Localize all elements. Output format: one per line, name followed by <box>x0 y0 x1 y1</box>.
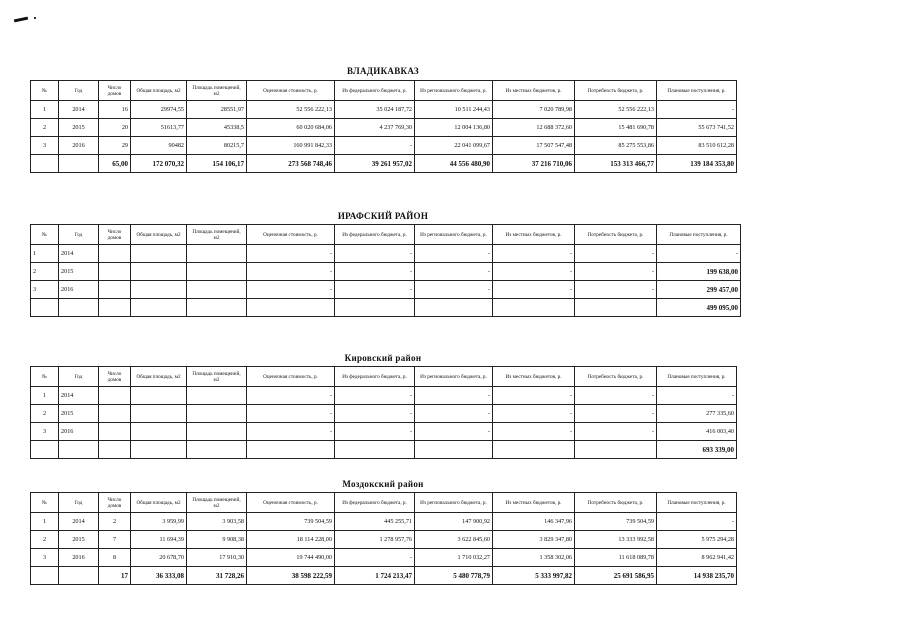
cell: 2014 <box>59 513 99 531</box>
table-row <box>31 119 737 137</box>
cell: 83 510 612,28 <box>657 137 737 155</box>
cell: 2014 <box>59 101 99 119</box>
cell: 31 728,26 <box>187 567 247 585</box>
cell <box>31 567 59 585</box>
cell <box>99 423 131 441</box>
cell: 2014 <box>59 245 99 263</box>
cell: 15 481 690,78 <box>575 119 657 137</box>
cell: 2016 <box>59 137 99 155</box>
cell: 693 339,00 <box>657 441 737 459</box>
cell: - <box>575 405 657 423</box>
cell: - <box>335 245 415 263</box>
cell: - <box>657 513 737 531</box>
cell: - <box>247 263 335 281</box>
section-title-irafsky: ИРАФСКИЙ РАЙОН <box>337 211 429 221</box>
cell: 154 106,17 <box>187 155 247 173</box>
cell <box>187 263 247 281</box>
cell <box>187 245 247 263</box>
cell: 12 688 372,60 <box>493 119 575 137</box>
cell: 1 <box>31 387 59 405</box>
cell: 25 691 586,95 <box>575 567 657 585</box>
table-row <box>31 137 737 155</box>
cell: 3 <box>31 281 59 299</box>
cell: 39 261 957,02 <box>335 155 415 173</box>
col-header-estimated-cost: Оценочная стоимость, р. <box>247 367 335 387</box>
cell: 7 <box>99 531 131 549</box>
cell: - <box>415 281 493 299</box>
col-header-regional: Из регионального бюджета, р. <box>415 493 493 513</box>
cell: 7 020 789,98 <box>493 101 575 119</box>
cell: 17 507 547,48 <box>493 137 575 155</box>
cell <box>493 299 575 317</box>
table-row <box>31 531 737 549</box>
cell: 5 480 778,79 <box>415 567 493 585</box>
col-header-houses: Число домов <box>99 81 131 101</box>
cell: - <box>415 387 493 405</box>
cell: 10 511 244,43 <box>415 101 493 119</box>
cell: 16 <box>99 101 131 119</box>
cell: - <box>657 101 737 119</box>
cell: 60 020 684,06 <box>247 119 335 137</box>
cell: - <box>335 263 415 281</box>
cell <box>131 263 187 281</box>
cell: 52 556 222,13 <box>247 101 335 119</box>
section-title-vladikavkaz: ВЛАДИКАВКАЗ <box>347 66 419 76</box>
cell: 2015 <box>59 531 99 549</box>
cell <box>335 441 415 459</box>
cell <box>415 299 493 317</box>
cell: - <box>335 405 415 423</box>
cell: 3 903,58 <box>187 513 247 531</box>
table-row <box>31 101 737 119</box>
col-header-local: Из местных бюджетов, р. <box>493 367 575 387</box>
cell: 52 556 222,13 <box>575 101 657 119</box>
col-header-houses: Число домов <box>99 367 131 387</box>
col-header-planned-receipts: Плановые поступления, р. <box>657 225 741 245</box>
cell: 1 <box>31 101 59 119</box>
cell <box>59 155 99 173</box>
cell: - <box>247 387 335 405</box>
col-header-planned-receipts: Плановые поступления, р. <box>657 81 737 101</box>
cell: 19 744 490,00 <box>247 549 335 567</box>
col-header-year: Год <box>59 493 99 513</box>
cell: - <box>415 423 493 441</box>
table-row <box>31 405 737 423</box>
cell: - <box>335 281 415 299</box>
cell: 13 333 992,58 <box>575 531 657 549</box>
cell: - <box>335 549 415 567</box>
cell: 2 <box>31 405 59 423</box>
table-row <box>31 549 737 567</box>
cell <box>247 299 335 317</box>
cell: 277 335,60 <box>657 405 737 423</box>
cell: 36 333,08 <box>131 567 187 585</box>
cell <box>59 567 99 585</box>
col-header-estimated-cost: Оценочная стоимость, р. <box>247 493 335 513</box>
cell: 65,00 <box>99 155 131 173</box>
cell <box>99 441 131 459</box>
cell: 3 959,99 <box>131 513 187 531</box>
col-header-regional: Из регионального бюджета, р. <box>415 367 493 387</box>
cell: 20 678,70 <box>131 549 187 567</box>
cell: 199 638,00 <box>657 263 741 281</box>
cell: 2 <box>99 513 131 531</box>
cell: - <box>575 387 657 405</box>
cell <box>99 281 131 299</box>
col-header-local: Из местных бюджетов, р. <box>493 81 575 101</box>
cell: - <box>657 245 741 263</box>
cell: 9 908,38 <box>187 531 247 549</box>
cell: 17 <box>99 567 131 585</box>
cell: 1 <box>31 513 59 531</box>
cell <box>99 263 131 281</box>
col-header-estimated-cost: Оценочная стоимость, р. <box>247 225 335 245</box>
col-header-budget-need: Потребность бюджета, р. <box>575 367 657 387</box>
cell: 4 237 769,30 <box>335 119 415 137</box>
cell <box>575 441 657 459</box>
col-header-total-area: Общая площадь, м2 <box>131 493 187 513</box>
table-row <box>31 281 741 299</box>
cell: 2016 <box>59 423 99 441</box>
cell <box>99 387 131 405</box>
col-header-num: № <box>31 225 59 245</box>
col-header-local: Из местных бюджетов, р. <box>493 493 575 513</box>
cell <box>99 299 131 317</box>
cell: 3 <box>31 423 59 441</box>
cell: 2 <box>31 263 59 281</box>
cell: 146 347,96 <box>493 513 575 531</box>
cell: 445 255,71 <box>335 513 415 531</box>
col-header-premises-area: Площадь помещений, м2 <box>187 367 247 387</box>
cell <box>131 405 187 423</box>
cell <box>187 423 247 441</box>
cell <box>187 281 247 299</box>
col-header-num: № <box>31 367 59 387</box>
cell <box>59 441 99 459</box>
cell: 37 216 710,06 <box>493 155 575 173</box>
cell: 499 095,00 <box>657 299 741 317</box>
cell: 45338,5 <box>187 119 247 137</box>
col-header-total-area: Общая площадь, м2 <box>131 225 187 245</box>
cell: - <box>493 263 575 281</box>
cell: 18 114 228,00 <box>247 531 335 549</box>
cell: 14 938 235,70 <box>657 567 737 585</box>
cell: 8 <box>99 549 131 567</box>
col-header-year: Год <box>59 81 99 101</box>
cell: 3 <box>31 549 59 567</box>
cell: 44 556 480,90 <box>415 155 493 173</box>
cell: 55 673 741,52 <box>657 119 737 137</box>
cell <box>59 299 99 317</box>
col-header-federal: Из федерального бюджета, р. <box>335 225 415 245</box>
cell: 51613,77 <box>131 119 187 137</box>
cell: 5 333 997,82 <box>493 567 575 585</box>
col-header-total-area: Общая площадь, м2 <box>131 81 187 101</box>
cell: - <box>247 281 335 299</box>
cell: - <box>575 281 657 299</box>
cell <box>131 299 187 317</box>
cell: 739 504,59 <box>247 513 335 531</box>
cell: 29974,55 <box>131 101 187 119</box>
col-header-local: Из местных бюджетов, р. <box>493 225 575 245</box>
cell: - <box>493 423 575 441</box>
cell <box>31 155 59 173</box>
cell: - <box>335 137 415 155</box>
cell: 2016 <box>59 549 99 567</box>
col-header-houses: Число домов <box>99 225 131 245</box>
cell: 2015 <box>59 119 99 137</box>
cell: 22 041 099,67 <box>415 137 493 155</box>
scan-mark <box>14 17 28 23</box>
cell <box>187 441 247 459</box>
col-header-estimated-cost: Оценочная стоимость, р. <box>247 81 335 101</box>
cell: 1 278 957,76 <box>335 531 415 549</box>
table-vladikavkaz <box>30 80 737 173</box>
col-header-budget-need: Потребность бюджета, р. <box>575 225 657 245</box>
cell: - <box>657 387 737 405</box>
cell: 299 457,00 <box>657 281 741 299</box>
cell: 2 <box>31 119 59 137</box>
cell: 17 910,30 <box>187 549 247 567</box>
cell: - <box>247 423 335 441</box>
cell <box>31 441 59 459</box>
cell: 2015 <box>59 405 99 423</box>
scan-dot <box>34 17 36 19</box>
cell: 2016 <box>59 281 99 299</box>
col-header-planned-receipts: Плановые поступления, р. <box>657 493 737 513</box>
cell <box>335 299 415 317</box>
col-header-federal: Из федерального бюджета, р. <box>335 367 415 387</box>
cell: - <box>415 245 493 263</box>
cell <box>575 299 657 317</box>
cell: 3 <box>31 137 59 155</box>
cell: - <box>493 281 575 299</box>
col-header-budget-need: Потребность бюджета, р. <box>575 493 657 513</box>
col-header-total-area: Общая площадь, м2 <box>131 367 187 387</box>
table-row <box>31 423 737 441</box>
col-header-regional: Из регионального бюджета, р. <box>415 81 493 101</box>
col-header-premises-area: Площадь помещений, м2 <box>187 225 247 245</box>
col-header-premises-area: Площадь помещений, м2 <box>187 81 247 101</box>
col-header-federal: Из федерального бюджета, р. <box>335 81 415 101</box>
col-header-premises-area: Площадь помещений, м2 <box>187 493 247 513</box>
table-mozdoksky <box>30 492 737 585</box>
cell: - <box>415 405 493 423</box>
cell: 2015 <box>59 263 99 281</box>
cell: 1 710 032,27 <box>415 549 493 567</box>
section-title-kirovsky: Кировский район <box>344 353 422 363</box>
cell: - <box>247 405 335 423</box>
col-header-num: № <box>31 493 59 513</box>
cell <box>187 387 247 405</box>
col-header-budget-need: Потребность бюджета, р. <box>575 81 657 101</box>
cell: 12 004 136,80 <box>415 119 493 137</box>
cell: 85 275 553,86 <box>575 137 657 155</box>
table-row <box>31 263 741 281</box>
cell <box>131 423 187 441</box>
cell: - <box>415 263 493 281</box>
cell: 28551,97 <box>187 101 247 119</box>
cell: 11 618 089,78 <box>575 549 657 567</box>
cell: 3 622 845,60 <box>415 531 493 549</box>
cell <box>131 281 187 299</box>
col-header-year: Год <box>59 367 99 387</box>
cell: - <box>335 423 415 441</box>
section-title-mozdoksky: Моздокский район <box>342 479 424 489</box>
cell: 172 070,32 <box>131 155 187 173</box>
cell <box>247 441 335 459</box>
table-kirovsky <box>30 366 737 459</box>
cell: 11 694,39 <box>131 531 187 549</box>
col-header-federal: Из федерального бюджета, р. <box>335 493 415 513</box>
total-row <box>31 441 737 459</box>
cell <box>131 245 187 263</box>
cell: 416 003,40 <box>657 423 737 441</box>
cell: 153 313 466,77 <box>575 155 657 173</box>
cell: 147 900,92 <box>415 513 493 531</box>
cell <box>493 441 575 459</box>
col-header-planned-receipts: Плановые поступления, р. <box>657 367 737 387</box>
cell <box>131 441 187 459</box>
cell: 90482 <box>131 137 187 155</box>
col-header-regional: Из регионального бюджета, р. <box>415 225 493 245</box>
cell: 1 358 302,06 <box>493 549 575 567</box>
cell: 80215,7 <box>187 137 247 155</box>
cell: 8 962 941,42 <box>657 549 737 567</box>
cell: - <box>335 387 415 405</box>
total-row <box>31 299 741 317</box>
table-irafsky <box>30 224 741 317</box>
cell: 739 504,59 <box>575 513 657 531</box>
total-row <box>31 155 737 173</box>
cell <box>415 441 493 459</box>
cell <box>99 245 131 263</box>
table-row <box>31 513 737 531</box>
cell: - <box>493 387 575 405</box>
cell: 273 568 748,46 <box>247 155 335 173</box>
cell: 3 829 347,80 <box>493 531 575 549</box>
cell: 5 975 294,28 <box>657 531 737 549</box>
cell: - <box>493 405 575 423</box>
cell: 160 991 842,33 <box>247 137 335 155</box>
cell: - <box>575 423 657 441</box>
col-header-houses: Число домов <box>99 493 131 513</box>
cell: 139 184 353,80 <box>657 155 737 173</box>
table-row <box>31 245 741 263</box>
table-row <box>31 387 737 405</box>
cell: 29 <box>99 137 131 155</box>
cell <box>31 299 59 317</box>
cell <box>187 299 247 317</box>
cell: - <box>575 263 657 281</box>
col-header-num: № <box>31 81 59 101</box>
cell <box>187 405 247 423</box>
cell: 2014 <box>59 387 99 405</box>
cell: 2 <box>31 531 59 549</box>
cell: 20 <box>99 119 131 137</box>
cell: 1 <box>31 245 59 263</box>
total-row <box>31 567 737 585</box>
cell <box>131 387 187 405</box>
cell: 35 024 187,72 <box>335 101 415 119</box>
cell: - <box>575 245 657 263</box>
cell: 1 724 213,47 <box>335 567 415 585</box>
cell: - <box>247 245 335 263</box>
cell: - <box>493 245 575 263</box>
cell: 38 598 222,59 <box>247 567 335 585</box>
col-header-year: Год <box>59 225 99 245</box>
cell <box>99 405 131 423</box>
